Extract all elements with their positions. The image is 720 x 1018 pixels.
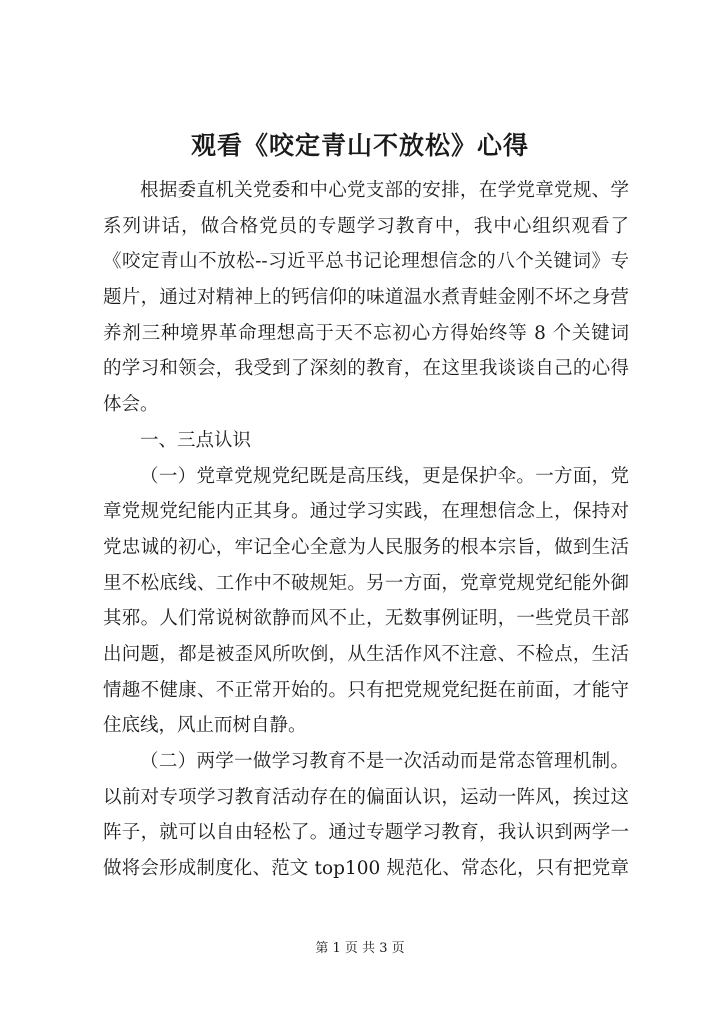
body-line: 以前对专项学习教育活动存在的偏面认识，运动一阵风，挨过这 [103, 786, 629, 808]
body-line: 里不松底线、工作中不破规矩。另一方面，党章党规党纪能外御 [103, 572, 629, 594]
body-line: 《咬定青山不放松--习近平总书记论理想信念的八个关键词》专 [103, 251, 629, 273]
body-line: 其邪。人们常说树欲静而风不止，无数事例证明，一些党员干部 [103, 608, 629, 630]
body-line: 体会。 [103, 394, 159, 416]
body-line: 党忠诚的初心，牢记全心全意为人民服务的根本宗旨，做到生活 [103, 536, 629, 558]
page-footer: 第 1 页 共 3 页 [315, 941, 405, 956]
document-body [103, 173, 629, 887]
body-line: 一、三点认识 [140, 429, 252, 451]
body-line: （二）两学一做学习教育不是一次活动而是常态管理机制。 [140, 751, 629, 772]
body-line: 出问题，都是被歪风所吹倒，从生活作风不注意、不检点，生活 [103, 643, 629, 665]
body-line: 阵子，就可以自由轻松了。通过专题学习教育，我认识到两学一 [103, 822, 629, 844]
body-line: 题片，通过对精神上的钙信仰的味道温水煮青蛙金刚不坏之身营 [103, 287, 629, 309]
body-line: 做将会形成制度化、范文 top100 规范化、常态化，只有把党章 [103, 858, 629, 880]
body-line: 情趣不健康、不正常开始的。只有把党规党纪挺在前面，才能守 [103, 679, 629, 701]
body-line: 根据委直机关党委和中心党支部的安排，在学党章党规、学 [140, 180, 629, 201]
body-line: （一）党章党规党纪既是高压线，更是保护伞。一方面，党 [140, 465, 629, 487]
body-line: 系列讲话，做合格党员的专题学习教育中，我中心组织观看了 [103, 215, 629, 237]
body-line: 章党规党纪能内正其身。通过学习实践，在理想信念上，保持对 [103, 501, 629, 523]
body-line: 的学习和领会，我受到了深刻的教育，在这里我谈谈自己的心得 [103, 358, 629, 380]
document-title: 观看《咬定青山不放松》心得 [190, 131, 529, 160]
body-line: 养剂三种境界革命理想高于天不忘初心方得始终等 8 个关键词 [103, 322, 629, 344]
body-line: 住底线，风止而树自静。 [103, 715, 307, 737]
